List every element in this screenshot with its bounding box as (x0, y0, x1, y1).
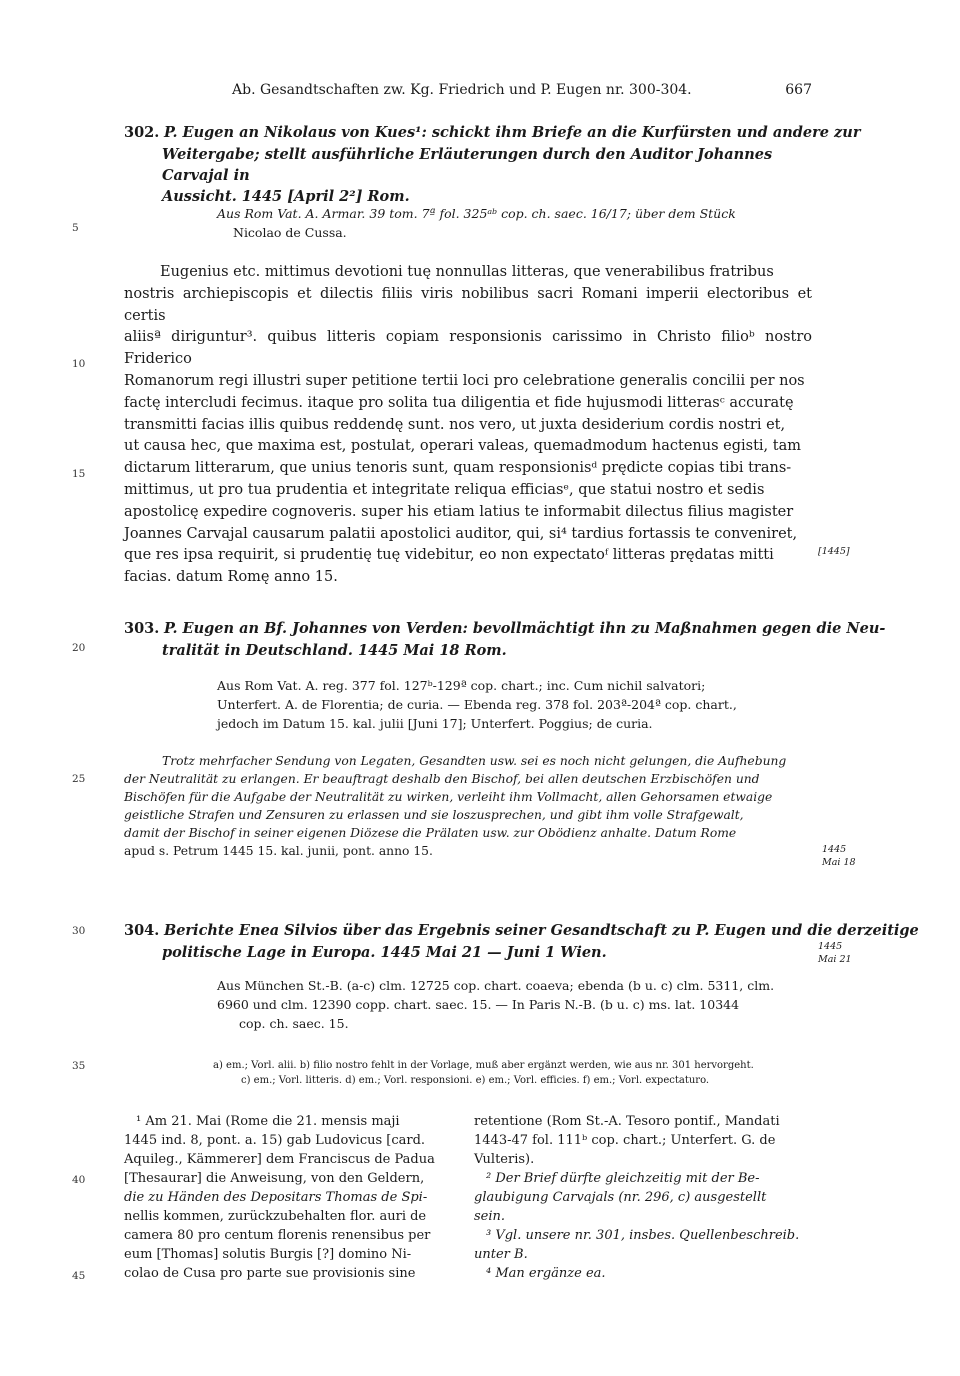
running-header (232, 82, 812, 98)
line-number: 45 (72, 1270, 86, 1282)
title-line: Aussicht. 1445 [April 2²] Rom. (162, 188, 410, 205)
margin-date-year: 1445 (822, 844, 847, 855)
summary-line: damit der Bischof in seiner eigenen Diözese die Prälaten usw. zur Obödienz anhalte. Datum Rome (124, 826, 737, 840)
footnote-line: Aquileg., Kämmerer] dem Franciscus de Padua (124, 1152, 435, 1167)
source-line: Unterfert. A. de Florentia; de curia. — Ebenda reg. 378 fol. 203ª-204ª cop. chart., (217, 697, 737, 712)
footnote-line: colao de Cusa pro parte sue provisionis sine (124, 1266, 416, 1281)
margin-date-day: Mai 21 (818, 954, 852, 965)
line-number: 40 (72, 1174, 86, 1186)
line-number: 35 (72, 1060, 86, 1072)
footnote-line: ² Der Brief dürfte gleichzeitig mit der Be- (486, 1171, 760, 1186)
footnote-line: camera 80 pro centum florenis renensibus per (124, 1228, 431, 1243)
footnote-line: die zu Händen des Depositars Thomas de Spi- (124, 1190, 428, 1205)
footnote-line: sein. (474, 1209, 506, 1224)
line-number: 15 (72, 468, 86, 480)
text-line: factę intercludi fecimus. itaque pro solita tua diligentia et fide hujusmodi litterasᶜ accuratę (124, 394, 794, 411)
source-line: jedoch im Datum 15. kal. julii [Juni 17]; Unterfert. Poggius; de curia. (217, 716, 653, 731)
margin-date (822, 843, 856, 869)
footnote-line: ⁴ Man ergänze ea. (486, 1266, 606, 1281)
summary-line: Bischöfen für die Aufgabe der Neutralität zu wirken, verleiht ihm Vollmacht, allen Gehorsamen etwaige (124, 790, 773, 804)
title-line: P. Eugen an Bf. Johannes von Verden: bevollmächtigt ihn zu Maßnahmen gegen die Neu- (163, 620, 886, 637)
margin-date-year: 1445 (818, 941, 843, 952)
apparatus-line: a) em.; Vorl. alii. b) filio nostro fehlt in der Vorlage, muß aber ergänzt werden, wie aus nr. 301 hervorgeht. (213, 1060, 754, 1071)
text-line: ut causa hec, que maxima est, postulat, operari valeas, quemadmodum hactenus egisti, tam (124, 438, 801, 455)
title-line: P. Eugen an Nikolaus von Kues¹: schickt ihm Briefe an die Kurfürsten und andere zur (163, 124, 861, 141)
page-number: 667 (785, 82, 812, 98)
margin-date: [1445] (818, 546, 850, 557)
text-line: Eugenius etc. mittimus devotioni tuę nonnullas litteras, que venerabilibus fratribus (160, 264, 774, 280)
source-line: Aus Rom Vat. A. reg. 377 fol. 127ᵇ-129ª cop. chart.; inc. Cum nichil salvatori; (217, 678, 706, 693)
footnote-line: ³ Vgl. unsere nr. 301, insbes. Quellenbeschreib. (486, 1228, 800, 1243)
title-line: tralität in Deutschland. 1445 Mai 18 Rom. (162, 642, 507, 659)
footnote-line: eum [Thomas] solutis Burgis [?] domino Ni- (124, 1247, 412, 1262)
footnote-line: Vulteris). (474, 1152, 535, 1167)
text-line: apostolicę expedire cognoveris. super his etiam latius te informabit dilectus filius magister (124, 503, 794, 520)
text-line: transmitti facias illis quibus reddendę sunt. nos vero, ut juxta desiderium cordis nostri et, (124, 416, 786, 433)
entry-304-title (124, 920, 919, 963)
footnote-line: 1443-47 fol. 111ᵇ cop. chart.; Unterfert. G. de (474, 1133, 776, 1148)
footnote-line: nellis kommen, zurückzubehalten flor. auri de (124, 1209, 427, 1224)
footnote-line: [Thesaurar] die Anweisung, von den Geldern, (124, 1171, 425, 1186)
source-line: cop. ch. saec. 15. (239, 1016, 349, 1031)
title-line: Berichte Enea Silvios über das Ergebnis seiner Gesandtschaft zu P. Eugen und die derzeitige (163, 922, 919, 939)
title-line: politische Lage in Europa. 1445 Mai 21 — Juni 1 Wien. (162, 944, 607, 961)
summary-line: der Neutralität zu erlangen. Er beauftragt deshalb den Bischof, bei allen deutschen Erzbischöfen und (124, 772, 760, 786)
footnote-line: unter B. (474, 1247, 528, 1262)
entry-302-text (124, 262, 812, 589)
margin-date (818, 940, 852, 966)
apparatus-line: c) em.; Vorl. litteris. d) em.; Vorl. responsioni. e) em.; Vorl. efficies. f) em.; Vorl. expectaturo. (241, 1075, 710, 1086)
footnote-line: retentione (Rom St.-A. Tesoro pontif., Mandati (474, 1114, 780, 1129)
summary-line: Trotz mehrfacher Sendung von Legaten, Gesandten usw. sei es noch nicht gelungen, die Aufhebung (162, 754, 787, 768)
entry-303-summary (124, 752, 812, 860)
source-line: Aus Rom Vat. A. Armar. 39 tom. 7ª fol. 325ᵃᵇ cop. ch. saec. 16/17; über dem Stück (217, 206, 736, 221)
text-line: mittimus, ut pro tua prudentia et integritate reliqua efficiasᵉ, que statui nostro et sedis (124, 481, 765, 498)
entry-304-source (217, 976, 811, 1033)
footnote-line: ¹ Am 21. Mai (Rome die 21. mensis maji (136, 1114, 400, 1129)
line-number: 10 (72, 358, 86, 370)
text-line: facias. datum Romę anno 15. (124, 569, 338, 586)
footnote-line: 1445 ind. 8, pont. a. 15) gab Ludovicus [card. (124, 1133, 426, 1148)
text-line: Romanorum regi illustri super petitione tertii loci pro celebratione generalis concilii per nos (124, 372, 805, 389)
entry-number: 302. (124, 124, 160, 141)
margin-date-day: Mai 18 (822, 857, 856, 868)
source-line: Nicolao de Cussa. (233, 225, 347, 240)
line-number: 25 (72, 773, 86, 785)
title-line: Weitergabe; stellt ausführliche Erläuterungen durch den Auditor Johannes Carvajal in (162, 146, 773, 184)
footnotes-left-column (124, 1112, 454, 1283)
text-line: dictarum litterarum, que unius tenoris sunt, quam responsionisᵈ prędicte copias tibi trans- (124, 460, 792, 477)
line-number: 30 (72, 925, 86, 937)
entry-302-title (124, 122, 861, 207)
footnotes-right-column (474, 1112, 810, 1283)
text-line: aliisª diriguntur³. quibus litteris copiam responsionis carissimo in Christo filioᵇ nostro Friderico (124, 329, 812, 368)
source-line: Aus München St.-B. (a-c) clm. 12725 cop. chart. coaeva; ebenda (b u. c) clm. 5311, clm. (217, 978, 775, 993)
text-line: que res ipsa requirit, si prudentię tuę videbitur, eo non expectatoᶠ litteras prędatas mitti (124, 547, 774, 564)
critical-apparatus (213, 1058, 813, 1088)
entry-number: 304. (124, 922, 160, 939)
line-number: 5 (72, 222, 79, 234)
running-title: Ab. Gesandtschaften zw. Kg. Friedrich und P. Eugen nr. 300-304. (232, 82, 692, 98)
entry-302-source (217, 204, 811, 242)
text-line: nostris archiepiscopis et dilectis filiis viris nobilibus sacri Romani imperii electoribus et certis (124, 285, 812, 324)
entry-303-title (124, 618, 886, 661)
footnote-line: glaubigung Carvajals (nr. 296, c) ausgestellt (474, 1190, 767, 1205)
summary-line: geistliche Strafen und Zensuren zu erlassen und sie loszusprechen, und gibt ihm volle Strafgewalt, (124, 808, 744, 822)
entry-number: 303. (124, 620, 160, 637)
entry-303-source (217, 676, 811, 733)
summary-line: apud s. Petrum 1445 15. kal. junii, pont. anno 15. (124, 844, 433, 858)
line-number: 20 (72, 642, 86, 654)
text-line: Joannes Carvajal causarum palatii apostolici auditor, qui, si⁴ tardius fortassis te conveniret, (124, 525, 798, 542)
source-line: 6960 und clm. 12390 copp. chart. saec. 15. — In Paris N.-B. (b u. c) ms. lat. 10344 (217, 997, 740, 1012)
